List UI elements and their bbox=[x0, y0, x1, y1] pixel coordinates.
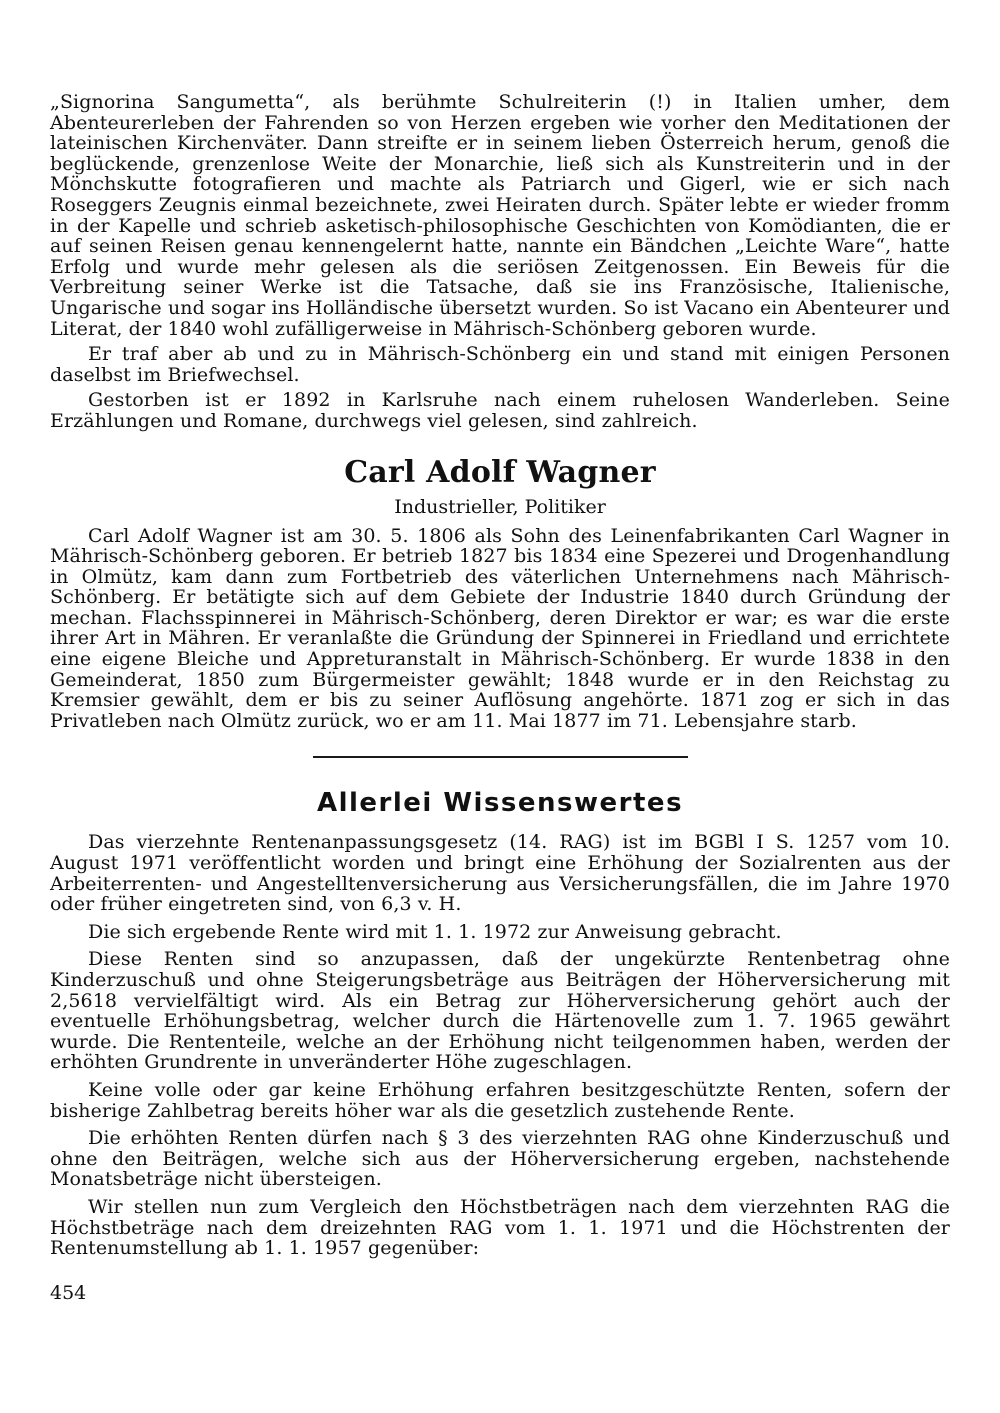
paragraph: Carl Adolf Wagner ist am 30. 5. 1806 als Sohn des Leinenfabrikanten Carl Wagner in Mährisch-Schönberg geboren. Er betrieb 1827 bis 1834 eine Spezerei und Drogenhandlung in Olmütz, kam dann zum Fortbetrieb des väterlichen Unternehmens nach Mährisch-Schönberg. Er betätigte sich auf dem Gebiete der Industrie 1840 durch Gründung der mechan. Flachsspinnerei in Mährisch-Schönberg, deren Direktor er war; es war die erste ihrer Art in Mähren. Er veranlaßte die Gründung der Spinnerei in Friedland und errichtete eine eigene Bleiche und Appreturanstalt in Mährisch-Schönberg. Er wurde 1838 in den Gemeinderat, 1850 zum Bürgermeister gewählt; 1848 wurde er in den Reichstag zu Kremsier gewählt, dem er bis zu seiner Auflösung angehörte. 1871 zog er sich in das Privatleben nach Olmütz zurück, wo er am 11. Mai 1877 im 71. Lebensjahre starb. bbox=[50, 524, 950, 732]
paragraph: Das vierzehnte Rentenanpassungsgesetz (14. RAG) ist im BGBl I S. 1257 vom 10. August 1971 veröffentlicht worden und bringt eine Erhöhung der Sozialrenten aus der Arbeiterrenten- und Angestelltenversicherung aus Versicherungsfällen, die im Jahre 1970 oder früher eingetreten sind, von 6,3 v. H. bbox=[50, 831, 950, 916]
page-content bbox=[50, 92, 950, 1259]
paragraph: Keine volle oder gar keine Erhöhung erfahren besitzgeschützte Renten, sofern der bisherige Zahlbetrag bereits höher war als die gesetzlich zustehende Rente. bbox=[50, 1078, 950, 1122]
section-title: Allerlei Wissenswertes bbox=[316, 788, 684, 819]
vacano-section bbox=[50, 92, 950, 432]
paragraph: Die sich ergebende Rente wird mit 1. 1. 1972 zur Anweisung gebracht. bbox=[88, 920, 782, 943]
wissenswertes-section bbox=[50, 788, 950, 1258]
page-number: 454 bbox=[50, 1282, 87, 1304]
section-title: Carl Adolf Wagner bbox=[344, 454, 656, 490]
paragraph: Wir stellen nun zum Vergleich den Höchstbeträgen nach dem vierzehnten RAG die Höchstbeträge nach dem dreizehnten RAG vom 1. 1. 1971 und die Höchstrenten der Rentenumstellung ab 1. 1. 1957 gegenüber: bbox=[50, 1195, 950, 1260]
section-divider bbox=[313, 756, 688, 758]
paragraph: „Signorina Sangumetta“, als berühmte Schulreiterin (!) in Italien umher, dem Abenteurerleben der Fahrenden so von Herzen ergeben wie vorher den Meditationen der lateinischen Kirchenväter. Dann streifte er in seinem lieben Österreich herum, genoß die beglückende, grenzenlose Weite der Monarchie, ließ sich als Kunstreiterin und in der Mönchskutte fotografieren und machte als Patriarch und Gigerl, wie er sich nach Roseggers Zeugnis einmal bezeichnete, zwei Heiraten durch. Später lebte er wieder fromm in der Kapelle und schrieb asketisch-philosophische Geschichten von Komödianten, die er auf seinen Reisen genau kennengelernt hatte, nannte ein Bändchen „Leichte Ware“, hatte Erfolg und wurde mehr gelesen als die seriösen Zeitgenossen. Ein Beweis für die Verbreitung seiner Werke ist die Tatsache, daß sie ins Französische, Italienische, Ungarische und sogar ins Holländische übersetzt wurden. So ist Vacano ein Abenteurer und Literat, der 1840 wohl zufälligerweise in Mährisch-Schönberg geboren wurde. bbox=[50, 91, 950, 340]
paragraph: Gestorben ist er 1892 in Karlsruhe nach einem ruhelosen Wanderleben. Seine Erzählungen und Romane, durchwegs viel gelesen, sind zahlreich. bbox=[50, 389, 950, 432]
paragraph: Er traf aber ab und zu in Mährisch-Schönberg ein und stand mit einigen Personen daselbst im Briefwechsel. bbox=[50, 343, 950, 386]
wagner-section bbox=[50, 456, 950, 732]
paragraph: Diese Renten sind so anzupassen, daß der ungekürzte Rentenbetrag ohne Kinderzuschuß und ohne Steigerungsbeträge aus Beiträgen der Höherversicherung mit 2,5618 vervielfältigt wird. Als ein Betrag zur Höherversicherung gehört auch der eventuelle Erhöhungsbetrag, welcher durch die Härtenovelle zum 1. 7. 1965 gewährt wurde. Die Rententeile, welche an der Erhöhung nicht teilgenommen haben, werden der erhöhten Grundrente in unveränderter Höhe zugeschlagen. bbox=[50, 948, 950, 1074]
section-subtitle: Industrieller, Politiker bbox=[394, 495, 606, 518]
paragraph: Die erhöhten Renten dürfen nach § 3 des vierzehnten RAG ohne Kinderzuschuß und ohne den Beiträgen, welche sich aus der Höherversicherung ergeben, nachstehende Monatsbeträge nicht übersteigen. bbox=[50, 1127, 950, 1191]
